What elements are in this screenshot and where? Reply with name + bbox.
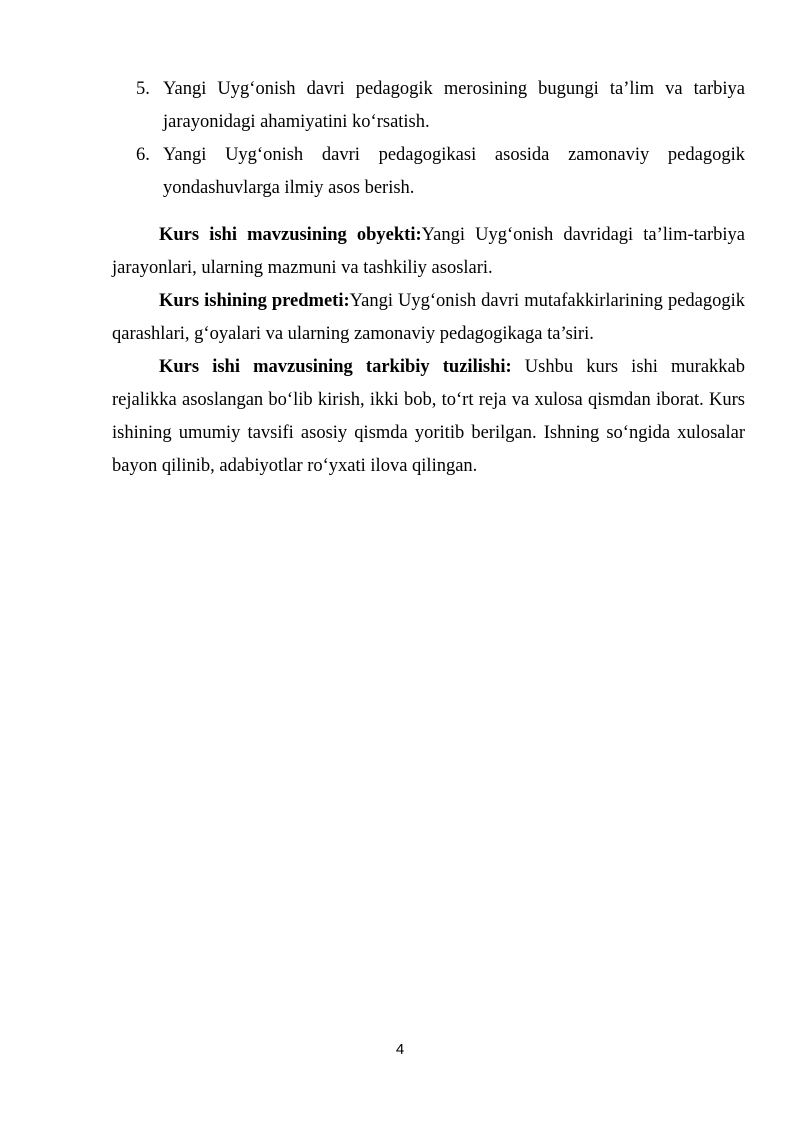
object-paragraph (112, 219, 745, 285)
paragraph-text: Yangi Uyg‘onish davri mutafakkirlarining pedagogik qarashlari, g‘oyalari va ularning zamonaviy pedagogikaga ta’siri. (112, 291, 746, 344)
list-item (112, 73, 745, 139)
subject-paragraph (112, 285, 745, 351)
list-item-number: 5. (136, 79, 150, 99)
paragraph-label: Kurs ishi mavzusining obyekti: (159, 225, 422, 245)
objectives-list (112, 73, 745, 205)
paragraph-label: Kurs ishi mavzusining tarkibiy tuzilishi: (159, 357, 512, 377)
paragraph-label: Kurs ishining predmeti: (159, 291, 350, 311)
paragraph-text: Yangi Uyg‘onish davridagi ta’lim-tarbiya jarayonlari, ularning mazmuni va tashkiliy asoslari. (112, 225, 745, 278)
structure-paragraph (112, 351, 745, 483)
list-item-text: Yangi Uyg‘onish davri pedagogikasi asosida zamonaviy pedagogik yondashuvlarga ilmiy asos berish. (163, 145, 745, 198)
body-text (112, 219, 745, 483)
list-item-number: 6. (136, 145, 150, 165)
page-number: 4 (395, 1041, 405, 1058)
list-item-text: Yangi Uyg‘onish davri pedagogik merosining bugungi ta’lim va tarbiya jarayonidagi ahamiyatini ko‘rsatish. (163, 79, 745, 132)
list-item (112, 139, 745, 205)
paragraph-text: Ushbu kurs ishi murakkab rejalikka asoslangan bo‘lib kirish, ikki bob, to‘rt reja va xulosa qismdan iborat. Kurs ishining umumiy tavsifi asosiy qismda yoritib berilgan. Ishning so‘ngida xulosalar bayon qilinib, adabiyotlar ro‘yxati ilova qilingan. (112, 357, 745, 476)
